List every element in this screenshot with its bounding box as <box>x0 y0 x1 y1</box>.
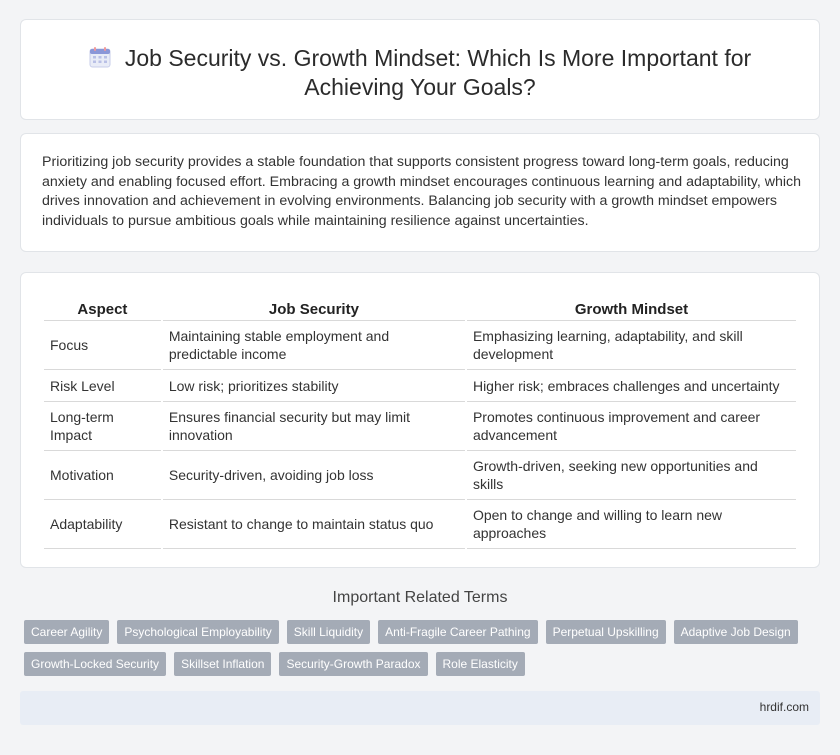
cell-growth-mindset: Growth-driven, seeking new opportunities and skills <box>467 451 796 500</box>
cell-aspect: Risk Level <box>44 370 161 402</box>
cell-aspect: Motivation <box>44 451 161 500</box>
title-card <box>20 19 820 120</box>
table-row <box>44 370 796 402</box>
tag-growth-locked-security[interactable]: Growth-Locked Security <box>24 652 166 676</box>
tag-anti-fragile-career-pathing[interactable]: Anti-Fragile Career Pathing <box>378 620 537 644</box>
cell-aspect: Long-term Impact <box>44 402 161 451</box>
page-title-wrap <box>21 44 819 102</box>
tag-psychological-employability[interactable]: Psychological Employability <box>117 620 278 644</box>
intro-paragraph: Prioritizing job security provides a stable foundation that supports consistent progress toward long-term goals, reducing anxiety and enabling focused effort. Embracing a growth mindset encourages continuous learning and adaptability, which drives innovation and achievement in evolving environments. Balancing job security with a growth mindset empowers individuals to pursue ambitious goals while maintaining resilience against uncertainties. <box>42 154 801 229</box>
cell-job-security: Ensures financial security but may limit innovation <box>163 402 465 451</box>
header-job-security: Job Security <box>163 293 465 321</box>
tag-security-growth-paradox[interactable]: Security-Growth Paradox <box>279 652 427 676</box>
cell-aspect: Focus <box>44 321 161 370</box>
footer-bar <box>20 691 820 725</box>
table-header-row <box>44 293 796 321</box>
cell-job-security: Resistant to change to maintain status quo <box>163 500 465 549</box>
tag-role-elasticity[interactable]: Role Elasticity <box>436 652 525 676</box>
tag-row <box>24 620 814 644</box>
cell-growth-mindset: Higher risk; embraces challenges and uncertainty <box>467 370 796 402</box>
cell-job-security: Maintaining stable employment and predictable income <box>163 321 465 370</box>
cell-growth-mindset: Emphasizing learning, adaptability, and skill development <box>467 321 796 370</box>
intro-card <box>20 133 820 252</box>
cell-aspect: Adaptability <box>44 500 161 549</box>
tag-career-agility[interactable]: Career Agility <box>24 620 109 644</box>
cell-job-security: Low risk; prioritizes stability <box>163 370 465 402</box>
cell-growth-mindset: Open to change and willing to learn new approaches <box>467 500 796 549</box>
table-row <box>44 402 796 451</box>
cell-growth-mindset: Promotes continuous improvement and career advancement <box>467 402 796 451</box>
tag-skill-liquidity[interactable]: Skill Liquidity <box>287 620 370 644</box>
table-row <box>44 321 796 370</box>
comparison-table <box>42 293 798 549</box>
table-row <box>44 451 796 500</box>
tag-row <box>24 652 814 676</box>
cell-job-security: Security-driven, avoiding job loss <box>163 451 465 500</box>
header-growth-mindset: Growth Mindset <box>467 293 796 321</box>
calendar-icon <box>89 46 111 68</box>
tag-skillset-inflation[interactable]: Skillset Inflation <box>174 652 271 676</box>
page-title: Job Security vs. Growth Mindset: Which Is More Important for Achieving Your Goals? <box>124 45 752 100</box>
footer-site-link[interactable]: hrdif.com <box>759 700 809 714</box>
comparison-card <box>20 272 820 568</box>
tag-perpetual-upskilling[interactable]: Perpetual Upskilling <box>546 620 666 644</box>
related-terms-list <box>24 620 814 684</box>
table-row <box>44 500 796 549</box>
tag-adaptive-job-design[interactable]: Adaptive Job Design <box>674 620 798 644</box>
header-aspect: Aspect <box>44 293 161 321</box>
related-terms-heading: Important Related Terms <box>332 589 508 606</box>
